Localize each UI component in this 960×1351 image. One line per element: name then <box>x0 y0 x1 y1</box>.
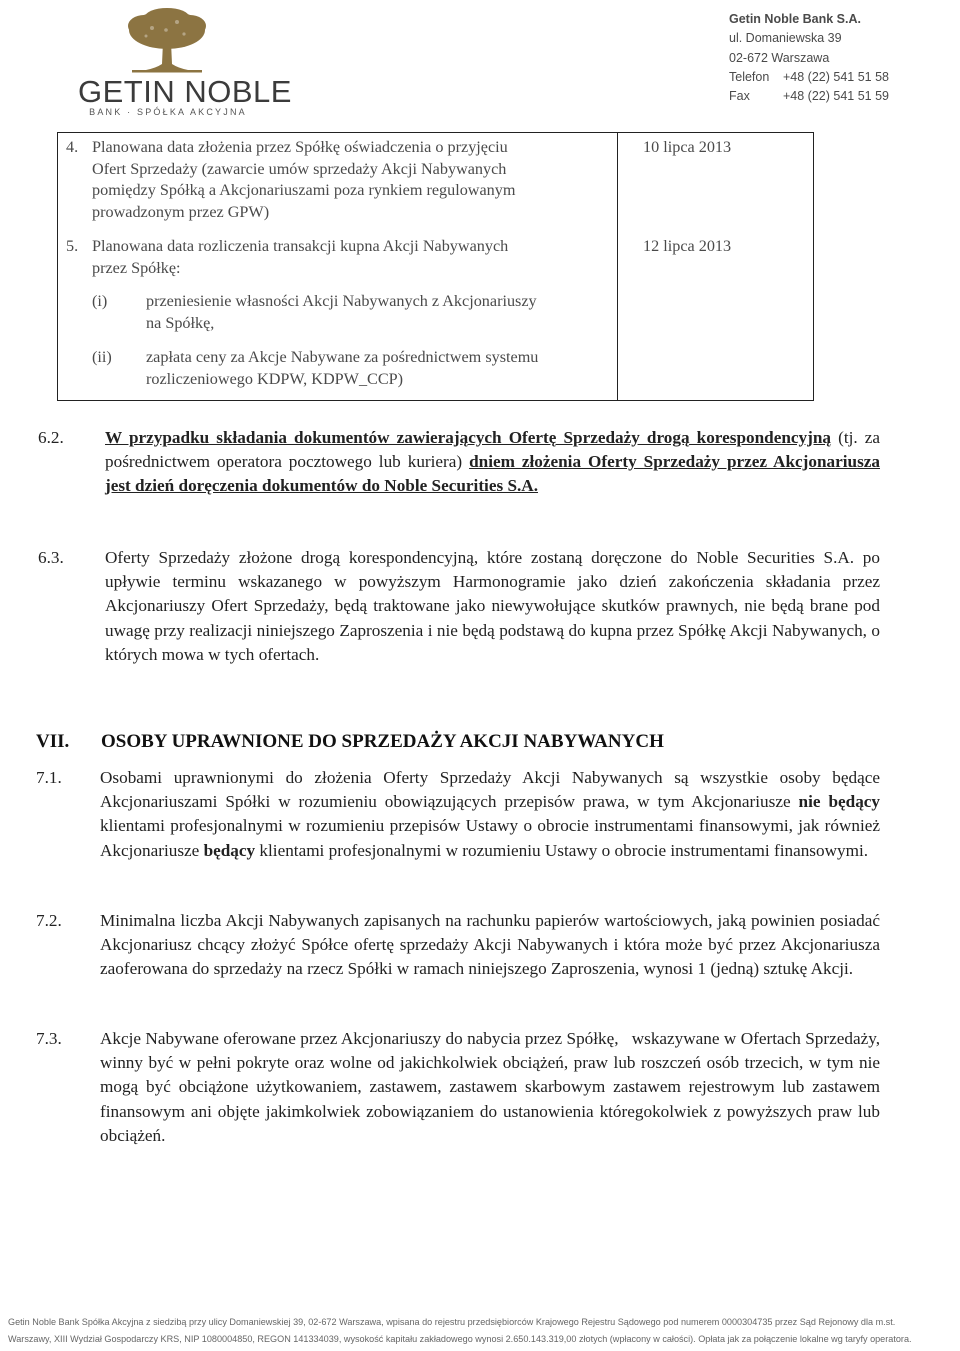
contact-fax <box>729 87 929 106</box>
footer-line-1: Getin Noble Bank Spółka Akcyjna z siedzibą przy ulicy Domaniewskiej 39, 02-672 Warszawa, wpisana do rejestru przedsiębiorców Krajowego Rejestru Sądowego pod numerem 0000304735 przez Sąd Rejonowy dla m.st. <box>8 1317 896 1327</box>
paragraph-7-1-text-1: Osobami uprawnionymi do złożenia Oferty Sprzedaży Akcji Nabywanych są wszystkie osoby będące Akcjonariuszami Spółki w rozumieniu obowiązujących przepisów prawa, w tym Akcjonariusze <box>100 768 880 812</box>
tree-logo-icon <box>122 8 212 74</box>
paragraph-7-3: Akcje Nabywane oferowane przez Akcjonariuszy do nabycia przez Spółkę, wskazywane w Ofertach Sprzedaży, winny być w pełni pokryte oraz wolne od jakichkolwiek obciążeń, praw lub roszczeń osób trzecich, w tym nie mogą być obciążone użytkowaniem, zastawem, zastawem skarbowym zastawem rejestrowym lub zastawem finansowym ani objęte jakimkolwiek zobowiązaniem do ustanowienia któregokolwiek z powyższych praw lub obciążeń. <box>100 1029 885 1145</box>
row5-sub-ii-line-1: zapłata ceny za Akcje Nabywane za pośrednictwem systemu <box>146 348 539 366</box>
section-title: OSOBY UPRAWNIONE DO SPRZEDAŻY AKCJI NABYWANYCH <box>101 731 664 752</box>
row5-sub-i-label: (i) <box>92 292 108 310</box>
paragraph-7-1-text-3: klientami profesjonalnymi w rozumieniu Ustawy o obrocie instrumentami finansowymi. <box>255 840 869 860</box>
paragraph-7-1-bold-2: będący <box>203 840 256 860</box>
paragraph-7-1 <box>100 766 880 863</box>
contact-block <box>729 10 929 106</box>
paragraph-6-3-number: 6.3. <box>38 548 64 567</box>
paragraph-7-3-number: 7.3. <box>36 1029 62 1048</box>
row5-number: 5. <box>66 237 79 255</box>
paragraph-6-2-underline-1: W przypadku składania dokumentów zawierających Ofertę Sprzedaży drogą korespondencyjną <box>105 428 832 447</box>
row5-date: 12 lipca 2013 <box>643 237 732 255</box>
paragraph-6-2-number: 6.2. <box>38 428 64 447</box>
paragraph-6-2 <box>105 426 880 499</box>
row4-number: 4. <box>66 138 79 156</box>
row5-line-1: Planowana data rozliczenia transakcji kupna Akcji Nabywanych <box>92 237 509 255</box>
row4-line-3: pomiędzy Spółką a Akcjonariuszami poza rynkiem regulowanym <box>92 181 516 199</box>
row4-line-1: Planowana data złożenia przez Spółkę oświadczenia o przyjęciu <box>92 138 508 156</box>
row5-sub-i-line-1: przeniesienie własności Akcji Nabywanych z Akcjonariuszy <box>146 292 537 310</box>
paragraph-7-2-number: 7.2. <box>36 911 62 930</box>
section-roman-numeral: VII. <box>36 731 70 752</box>
row5-sub-ii-label: (ii) <box>92 348 112 366</box>
row4-date: 10 lipca 2013 <box>643 138 732 156</box>
schedule-table <box>57 132 814 401</box>
paragraph-7-1-number: 7.1. <box>36 768 62 787</box>
row4-line-2: Ofert Sprzedaży (zawarcie umów sprzedaży Akcji Nabywanych <box>92 159 507 178</box>
contact-phone <box>729 68 929 87</box>
contact-street: ul. Domaniewska 39 <box>729 31 842 46</box>
phone-label: Telefon <box>729 69 770 84</box>
phone-number: +48 (22) 541 51 58 <box>783 69 889 84</box>
paragraph-7-1-bold-1: nie będący <box>798 792 881 812</box>
fax-label: Fax <box>729 89 750 104</box>
row5-line-2: przez Spółkę: <box>92 258 181 277</box>
paragraph-6-3: Oferty Sprzedaży złożone drogą korespondencyjną, które zostaną doręczone do Noble Securities S.A. po upływie terminu wskazanego w powyższym Harmonogramie jako dzień zakończenia składania przez Akcjonariuszy Ofert Sprzedaży, będą traktowane jako niewywołujące skutków prawnych, nie będą brane pod uwagę przy realizacji niniejszego Zaproszenia i nie będą podstawą do kupna przez Spółkę Akcji Nabywanych, o których mowa w tych ofertach. <box>105 548 880 664</box>
contact-city: 02-672 Warszawa <box>729 50 830 65</box>
brand-name: GETIN NOBLE <box>78 74 292 109</box>
paragraph-6-2-underline-2: dniem złożenia Oferty Sprzedaży przez Akcjonariusza jest dzień doręczenia dokumentów do Noble Securities S.A. <box>105 452 880 496</box>
contact-company: Getin Noble Bank S.A. <box>729 12 861 26</box>
row5-sub-i-line-2: na Spółkę, <box>146 313 215 332</box>
fax-number: +48 (22) 541 51 59 <box>783 89 889 104</box>
row5-sub-ii-line-2: rozliczeniowego KDPW, KDPW_CCP) <box>146 369 404 388</box>
paragraph-7-2: Minimalna liczba Akcji Nabywanych zapisanych na rachunku papierów wartościowych, jaką powinien posiadać Akcjonariusz chcący złożyć Spółce ofertę sprzedaży Akcji Nabywanych i która może być przez Akcjonariusza zaoferowana do sprzedaży na rzecz Spółki w ramach niniejszego Zaproszenia, wynosi 1 (jedną) sztukę Akcji. <box>100 911 880 979</box>
page-footer <box>8 1314 956 1348</box>
paragraph-7-1-text-2: klientami profesjonalnymi w rozumieniu przepisów Ustawy o obrocie instrumentami finansowymi, jak również Akcjonariusze <box>100 816 880 860</box>
table-column-divider <box>617 133 618 400</box>
bank-logo <box>78 8 292 118</box>
row4-line-4: prowadzonym przez GPW) <box>92 202 270 221</box>
paragraph-6-2-text: (tj. za pośrednictwem operatora pocztowego lub kuriera) <box>105 428 880 472</box>
footer-line-2: Warszawy, XIII Wydział Gospodarczy KRS, NIP 1080004850, REGON 141334039, wysokość kapitału zakładowego wynosi 2.650.143.319,00 złotych (wpłacony w całości). Opłata jak za połączenie lokalne wg taryfy operatora. <box>8 1334 912 1344</box>
brand-tagline: BANK · SPÓŁKA AKCYJNA <box>89 107 247 117</box>
